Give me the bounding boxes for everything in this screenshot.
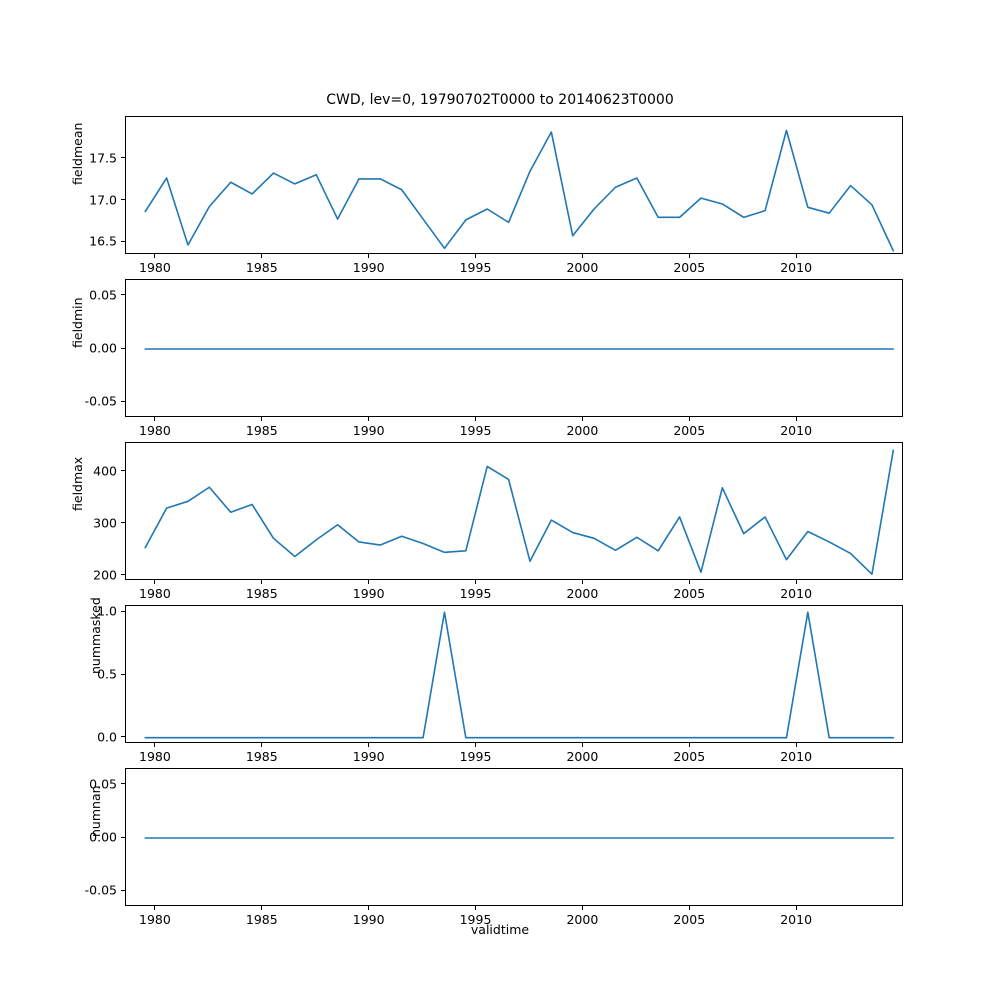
x-tick-label: 1995 bbox=[459, 423, 492, 438]
x-tick-mark bbox=[154, 906, 155, 910]
x-tick-mark bbox=[261, 417, 262, 421]
x-tick-label: 1980 bbox=[139, 260, 171, 275]
x-tick-mark bbox=[475, 906, 476, 910]
axes-frame-numnan bbox=[125, 768, 903, 906]
x-tick-label: 1995 bbox=[459, 260, 492, 275]
subplot-fieldmax bbox=[125, 442, 903, 580]
x-tick-mark bbox=[796, 417, 797, 421]
x-tick-mark bbox=[689, 906, 690, 910]
y-tick-label: 17.0 bbox=[89, 192, 117, 208]
x-tick-label: 1990 bbox=[352, 912, 385, 927]
line-series-fieldmean bbox=[126, 117, 903, 254]
x-tick-label: 2005 bbox=[673, 912, 706, 927]
x-tick-label: 2000 bbox=[566, 749, 599, 764]
y-tick-mark bbox=[121, 837, 125, 838]
x-tick-label: 1980 bbox=[139, 912, 171, 927]
ylabel-fieldmax: fieldmax bbox=[70, 456, 85, 511]
y-tick-label: 300 bbox=[93, 515, 117, 531]
x-tick-mark bbox=[261, 906, 262, 910]
x-tick-mark bbox=[368, 580, 369, 584]
x-tick-label: 2010 bbox=[780, 260, 813, 275]
x-tick-mark bbox=[582, 743, 583, 747]
x-tick-mark bbox=[689, 417, 690, 421]
x-tick-mark bbox=[368, 254, 369, 258]
x-tick-mark bbox=[261, 580, 262, 584]
x-tick-label: 2010 bbox=[780, 586, 813, 601]
y-tick-mark bbox=[121, 157, 125, 158]
x-tick-label: 2000 bbox=[566, 912, 599, 927]
x-tick-mark bbox=[796, 254, 797, 258]
y-tick-mark bbox=[121, 674, 125, 675]
line-series-fieldmin bbox=[126, 280, 903, 417]
x-tick-label: 2010 bbox=[780, 912, 813, 927]
x-tick-label: 1980 bbox=[139, 423, 171, 438]
x-tick-label: 2010 bbox=[780, 423, 813, 438]
subplot-numnan bbox=[125, 768, 903, 906]
y-tick-mark bbox=[121, 241, 125, 242]
x-tick-mark bbox=[475, 743, 476, 747]
x-tick-label: 1995 bbox=[459, 586, 492, 601]
x-tick-label: 2000 bbox=[566, 260, 599, 275]
line-series-nummasked bbox=[126, 606, 903, 743]
y-tick-mark bbox=[121, 783, 125, 784]
x-tick-label: 1985 bbox=[245, 586, 278, 601]
y-tick-label: 16.5 bbox=[89, 233, 117, 249]
y-tick-mark bbox=[121, 890, 125, 891]
x-tick-label: 1980 bbox=[139, 749, 171, 764]
x-tick-mark bbox=[261, 743, 262, 747]
axes-frame-fieldmean bbox=[125, 116, 903, 254]
x-tick-mark bbox=[582, 906, 583, 910]
x-tick-label: 1990 bbox=[352, 260, 385, 275]
y-tick-mark bbox=[121, 574, 125, 575]
ylabel-fieldmin: fieldmin bbox=[70, 297, 85, 348]
line-series-fieldmax bbox=[126, 443, 903, 580]
x-tick-label: 2010 bbox=[780, 749, 813, 764]
y-tick-mark bbox=[121, 294, 125, 295]
y-tick-label: 400 bbox=[93, 463, 117, 479]
x-tick-label: 2005 bbox=[673, 586, 706, 601]
x-tick-label: 2005 bbox=[673, 260, 706, 275]
x-tick-label: 2005 bbox=[673, 749, 706, 764]
axes-frame-fieldmin bbox=[125, 279, 903, 417]
y-tick-label: -0.05 bbox=[84, 393, 117, 409]
x-tick-label: 1985 bbox=[245, 423, 278, 438]
x-tick-mark bbox=[796, 743, 797, 747]
y-tick-label: 0.00 bbox=[89, 829, 117, 845]
x-tick-mark bbox=[796, 906, 797, 910]
x-tick-mark bbox=[154, 743, 155, 747]
x-tick-label: 2000 bbox=[566, 423, 599, 438]
y-tick-label: 0.00 bbox=[89, 340, 117, 356]
x-tick-label: 1990 bbox=[352, 749, 385, 764]
y-tick-mark bbox=[121, 348, 125, 349]
x-tick-label: 1985 bbox=[245, 749, 278, 764]
x-tick-mark bbox=[582, 580, 583, 584]
ylabel-nummasked: nummasked bbox=[88, 597, 103, 674]
xlabel-validtime: validtime bbox=[470, 922, 530, 937]
x-tick-mark bbox=[154, 417, 155, 421]
x-tick-mark bbox=[475, 580, 476, 584]
x-tick-mark bbox=[796, 580, 797, 584]
x-tick-mark bbox=[475, 254, 476, 258]
x-tick-mark bbox=[368, 417, 369, 421]
x-tick-label: 1995 bbox=[459, 912, 492, 927]
x-tick-label: 1990 bbox=[352, 423, 385, 438]
x-tick-mark bbox=[475, 417, 476, 421]
line-series-numnan bbox=[126, 769, 903, 906]
x-tick-mark bbox=[154, 254, 155, 258]
y-tick-mark bbox=[121, 470, 125, 471]
x-tick-mark bbox=[582, 417, 583, 421]
ylabel-numnan: numnan bbox=[88, 785, 103, 837]
figure-title: CWD, lev=0, 19790702T0000 to 20140623T0000 bbox=[326, 92, 674, 108]
y-tick-mark bbox=[121, 522, 125, 523]
subplot-fieldmin bbox=[125, 279, 903, 417]
subplot-fieldmean bbox=[125, 116, 903, 254]
y-tick-label: 0.05 bbox=[89, 776, 117, 792]
x-tick-mark bbox=[689, 254, 690, 258]
y-tick-mark bbox=[121, 199, 125, 200]
y-tick-label: 0.05 bbox=[89, 287, 117, 303]
y-tick-label: 200 bbox=[93, 567, 117, 583]
x-tick-mark bbox=[689, 743, 690, 747]
y-tick-label: -0.05 bbox=[84, 882, 117, 898]
y-tick-label: 17.5 bbox=[89, 150, 117, 166]
y-tick-mark bbox=[121, 736, 125, 737]
x-tick-label: 1985 bbox=[245, 912, 278, 927]
x-tick-mark bbox=[261, 254, 262, 258]
axes-frame-nummasked bbox=[125, 605, 903, 743]
x-tick-mark bbox=[689, 580, 690, 584]
y-tick-mark bbox=[121, 401, 125, 402]
x-tick-label: 1980 bbox=[139, 586, 171, 601]
y-tick-mark bbox=[121, 611, 125, 612]
x-tick-label: 1990 bbox=[352, 586, 385, 601]
y-tick-label: 0.5 bbox=[97, 666, 117, 682]
axes-frame-fieldmax bbox=[125, 442, 903, 580]
x-tick-mark bbox=[368, 743, 369, 747]
x-tick-label: 2005 bbox=[673, 423, 706, 438]
x-tick-label: 1985 bbox=[245, 260, 278, 275]
y-tick-label: 0.0 bbox=[97, 729, 117, 745]
y-tick-label: 1.0 bbox=[97, 603, 117, 619]
x-tick-label: 2000 bbox=[566, 586, 599, 601]
x-tick-label: 1995 bbox=[459, 749, 492, 764]
x-tick-mark bbox=[154, 580, 155, 584]
subplot-nummasked bbox=[125, 605, 903, 743]
x-tick-mark bbox=[582, 254, 583, 258]
ylabel-fieldmean: fieldmean bbox=[70, 122, 85, 185]
x-tick-mark bbox=[368, 906, 369, 910]
